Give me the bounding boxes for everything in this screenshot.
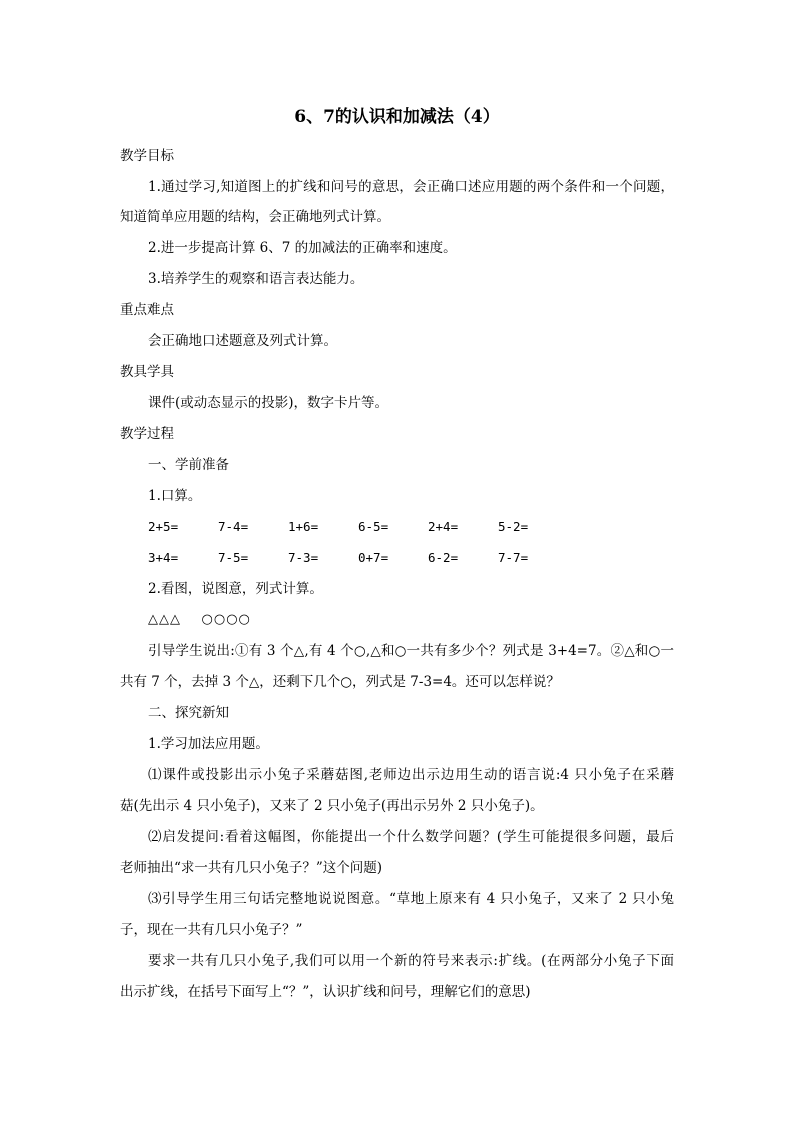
guide-line-2: 共有 7 个，去掉 3 个△，还剩下几个○，列式是 7-3=4。还可以怎样说？ — [120, 674, 560, 690]
oral-item: 6-2= — [428, 550, 459, 565]
oral-item: 3+4= — [148, 550, 179, 565]
step-1-line-1: ⑴课件或投影出示小兔子采蘑菇图,老师边出示边用生动的语言说:4 只小兔子在采蘑 — [148, 767, 674, 783]
oral-item: 6-5= — [358, 519, 389, 534]
oral-item: 2+4= — [428, 519, 459, 534]
oral-item: 7-7= — [498, 550, 529, 565]
key-heading: 重点难点 — [120, 302, 174, 318]
oral-calc-label: 1.口算。 — [148, 488, 202, 504]
shapes-figure: △△△ ○○○○ — [148, 612, 251, 627]
part-1-heading: 一、学前准备 — [148, 457, 229, 473]
step-2-line-2: 老师抽出“求一共有几只小兔子？”这个问题) — [120, 860, 383, 876]
guide-line-1: 引导学生说出:①有 3 个△,有 4 个○,△和○一共有多少个？列式是 3+4=7。②△和○一 — [148, 643, 674, 659]
step-2-line-1: ⑵启发提问:看着这幅图，你能提出一个什么数学问题？(学生可能提很多问题，最后 — [148, 829, 674, 845]
final-line-2: 出示扩线，在括号下面写上“？”，认识扩线和问号，理解它们的意思) — [120, 984, 531, 1000]
key-text: 会正确地口述题意及列式计算。 — [148, 333, 337, 349]
goal-3: 3.培养学生的观察和语言表达能力。 — [148, 271, 364, 287]
look-picture-label: 2.看图，说图意，列式计算。 — [148, 581, 323, 597]
goal-1-line-1: 1.通过学习,知道图上的扩线和问号的意思，会正确口述应用题的两个条件和一个问题， — [148, 179, 674, 195]
oral-item: 2+5= — [148, 519, 179, 534]
goal-2: 2.进一步提高计算 6、7 的加减法的正确率和速度。 — [148, 240, 457, 256]
oral-item: 0+7= — [358, 550, 389, 565]
part-2-heading: 二、探究新知 — [148, 705, 229, 721]
learn-add-label: 1.学习加法应用题。 — [148, 736, 269, 752]
oral-item: 5-2= — [498, 519, 529, 534]
step-1-line-2: 菇(先出示 4 只小兔子)，又来了 2 只小兔子(再出示另外 2 只小兔子)。 — [120, 798, 544, 814]
oral-item: 7-5= — [218, 550, 249, 565]
tools-text: 课件(或动态显示的投影)，数字卡片等。 — [148, 395, 389, 411]
final-line-1: 要求一共有几只小兔子,我们可以用一个新的符号来表示:扩线。(在两部分小兔子下面 — [148, 953, 674, 969]
oral-item: 1+6= — [288, 519, 319, 534]
goals-heading: 教学目标 — [120, 148, 174, 164]
tools-heading: 教具学具 — [120, 364, 174, 380]
step-3-line-1: ⑶引导学生用三句话完整地说说图意。“草地上原来有 4 只小兔子，又来了 2 只小兔 — [148, 891, 674, 907]
step-3-line-2: 子，现在一共有几只小兔子？” — [120, 922, 303, 938]
process-heading: 教学过程 — [120, 426, 174, 442]
goal-1-line-2: 知道简单应用题的结构，会正确地列式计算。 — [120, 209, 390, 225]
oral-item: 7-4= — [218, 519, 249, 534]
oral-item: 7-3= — [288, 550, 319, 565]
page-title: 6、7的认识和加减法（4） — [294, 107, 500, 127]
